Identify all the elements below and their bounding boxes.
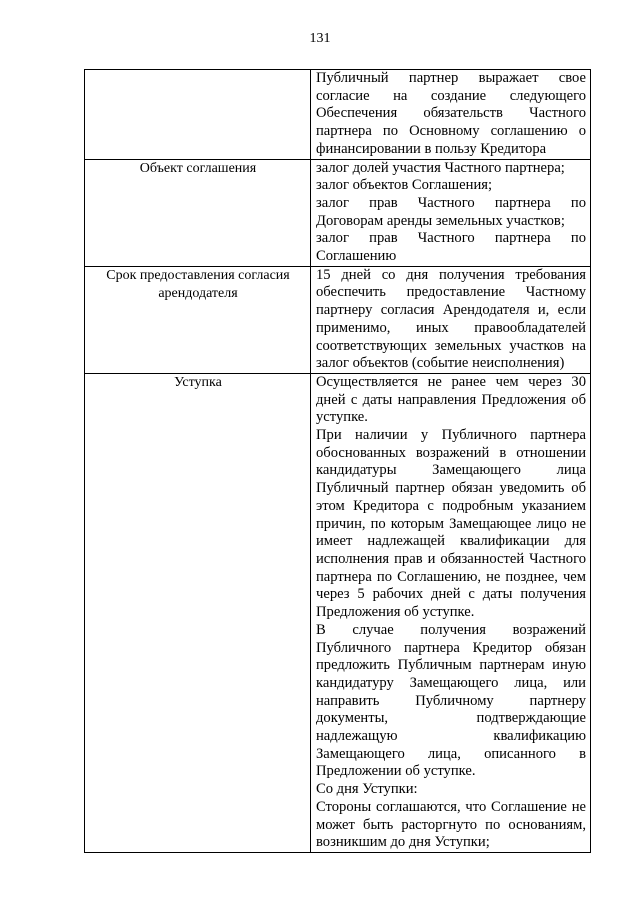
paragraph: залог прав Частного партнера по Соглашению xyxy=(316,230,586,265)
table-row xyxy=(85,70,591,160)
paragraph: залог долей участия Частного партнера; xyxy=(316,159,565,176)
paragraph: Стороны соглашаются, что Соглашение не может быть расторгнуто по основаниям, возникшим до дня Уступки; xyxy=(316,798,586,851)
table-row xyxy=(85,159,591,266)
row-content xyxy=(311,70,591,160)
table-row xyxy=(85,266,591,373)
paragraph: 15 дней со дня получения требования обеспечить предоставление Частному партнеру согласия Арендодателя и, если применимо, иных правообладателей соответствующих земельных участков на залог объектов (событие неисполнения) xyxy=(316,266,586,372)
row-label: Объект соглашения xyxy=(85,159,311,266)
row-content xyxy=(311,159,591,266)
paragraph: В случае получения возражений Публичного партнера Кредитор обязан предложить Публичным партнерам иную кандидатуру Замещающего лица, или направить Публичному партнеру документы, подтверждающие надлежащую квалификацию Замещающего лица, описанного в Предложении об уступке. xyxy=(316,621,586,780)
page-number: 131 xyxy=(309,31,331,46)
paragraph: залог прав Частного партнера по Договорам аренды земельных участков; xyxy=(316,194,586,229)
row-label: Срок предоставления согласия арендодателя xyxy=(85,266,311,373)
paragraph: Со дня Уступки: xyxy=(316,781,418,798)
terms-table xyxy=(84,69,591,853)
row-content xyxy=(311,266,591,373)
row-content xyxy=(311,373,591,852)
paragraph: Осуществляется не ранее чем через 30 дней с даты направления Предложения об уступке. xyxy=(316,373,586,426)
paragraph: залог объектов Соглашения; xyxy=(316,177,493,194)
row-label xyxy=(85,70,311,160)
paragraph: Публичный партнер выражает свое согласие на создание следующего Обеспечения обязательств Частного партнера по Основному соглашению о финансировании в пользу Кредитора xyxy=(316,70,586,157)
paragraph: При наличии у Публичного партнера обоснованных возражений в отношении кандидатуры Замещающего лица Публичный партнер обязан уведомить об этом Кредитора с подробным указанием причин, по которым Замещающее лицо не имеет надлежащей квалификации для исполнения прав и обязанностей Частного партнера по Соглашению, не позднее, чем через 5 рабочих дней с даты получения Предложения об уступке. xyxy=(316,427,586,621)
row-label: Уступка xyxy=(85,373,311,852)
table-row xyxy=(85,373,591,852)
